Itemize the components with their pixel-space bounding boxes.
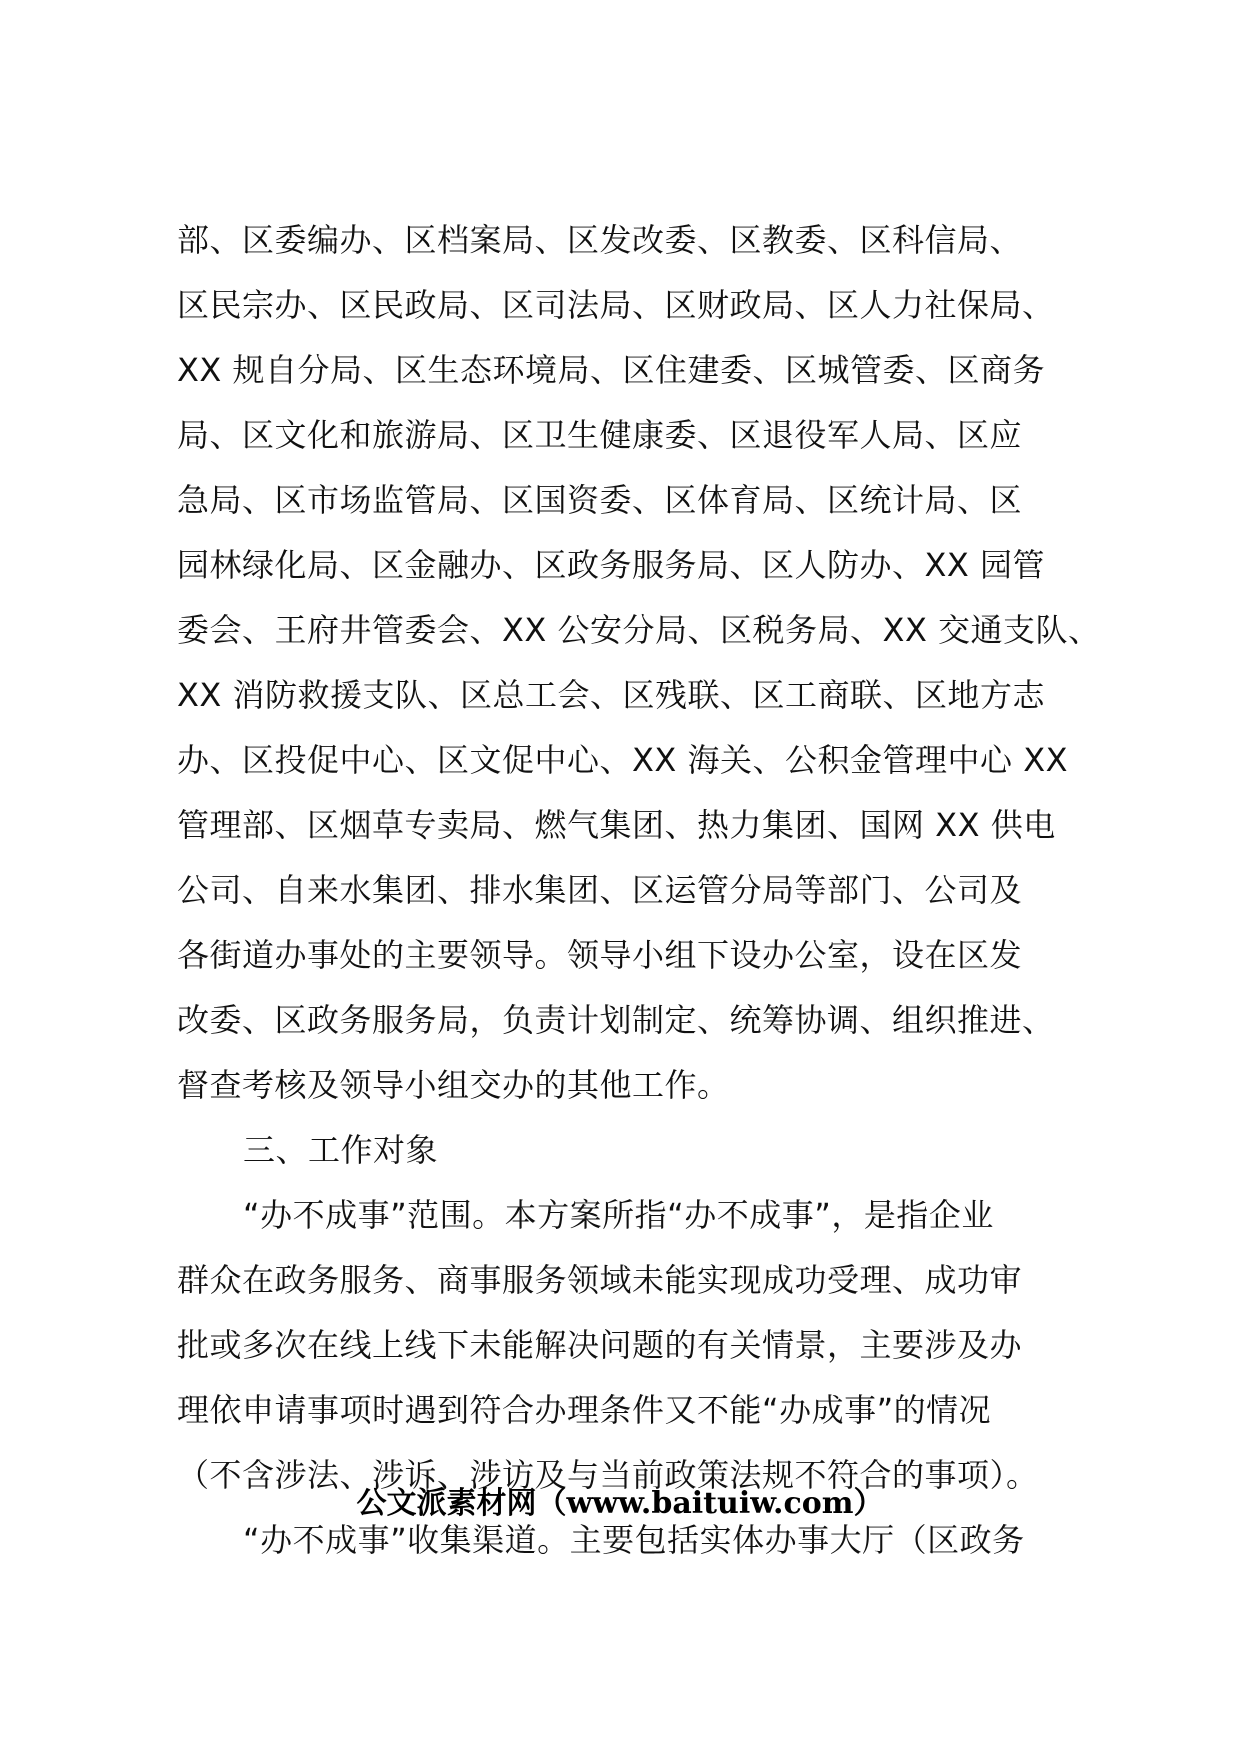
text-line: 部、区委编办、区档案局、区发改委、区教委、区科信局、 bbox=[177, 221, 1023, 259]
section-heading: 三、工作对象 bbox=[243, 1131, 439, 1169]
text-line: 批或多次在线上线下未能解决问题的有关情景，主要涉及办 bbox=[177, 1326, 1023, 1364]
text-line: XX 规自分局、区生态环境局、区住建委、区城管委、区商务 bbox=[177, 351, 1046, 389]
paragraph-start: “办不成事”范围。本方案所指“办不成事”，是指企业 bbox=[243, 1196, 994, 1234]
text-line: 督查考核及领导小组交办的其他工作。 bbox=[177, 1066, 730, 1104]
text-line: 局、区文化和旅游局、区卫生健康委、区退役军人局、区应 bbox=[177, 416, 1023, 454]
document-body bbox=[177, 208, 1101, 1573]
text-line: 管理部、区烟草专卖局、燃气集团、热力集团、国网 XX 供电 bbox=[177, 806, 1056, 844]
text-line: 急局、区市场监管局、区国资委、区体育局、区统计局、区 bbox=[177, 481, 1023, 519]
text-line: 园林绿化局、区金融办、区政务服务局、区人防办、XX 园管 bbox=[177, 546, 1046, 584]
text-line: 委会、王府井管委会、XX 公安分局、区税务局、XX 交通支队、 bbox=[177, 611, 1101, 649]
text-line: 改委、区政务服务局，负责计划制定、统筹协调、组织推进、 bbox=[177, 1001, 1055, 1039]
text-line: 群众在政务服务、商事服务领域未能实现成功受理、成功审 bbox=[177, 1261, 1023, 1299]
footer-watermark: 公文派素材网（www.baituiw.com） bbox=[356, 1486, 884, 1521]
text-line: 办、区投促中心、区文促中心、XX 海关、公积金管理中心 XX bbox=[177, 741, 1069, 779]
text-line: （不含涉法、涉诉、涉访及与当前政策法规不符合的事项）。 bbox=[177, 1456, 1039, 1494]
text-line: 公司、自来水集团、排水集团、区运管分局等部门、公司及 bbox=[177, 871, 1023, 909]
paragraph-start: “办不成事”收集渠道。主要包括实体办事大厅（区政务 bbox=[243, 1521, 1025, 1559]
text-line: 各街道办事处的主要领导。领导小组下设办公室，设在区发 bbox=[177, 936, 1023, 974]
text-line: 理依申请事项时遇到符合办理条件又不能“办成事”的情况 bbox=[177, 1391, 992, 1429]
text-line: XX 消防救援支队、区总工会、区残联、区工商联、区地方志 bbox=[177, 676, 1046, 714]
text-line: 区民宗办、区民政局、区司法局、区财政局、区人力社保局、 bbox=[177, 286, 1055, 324]
